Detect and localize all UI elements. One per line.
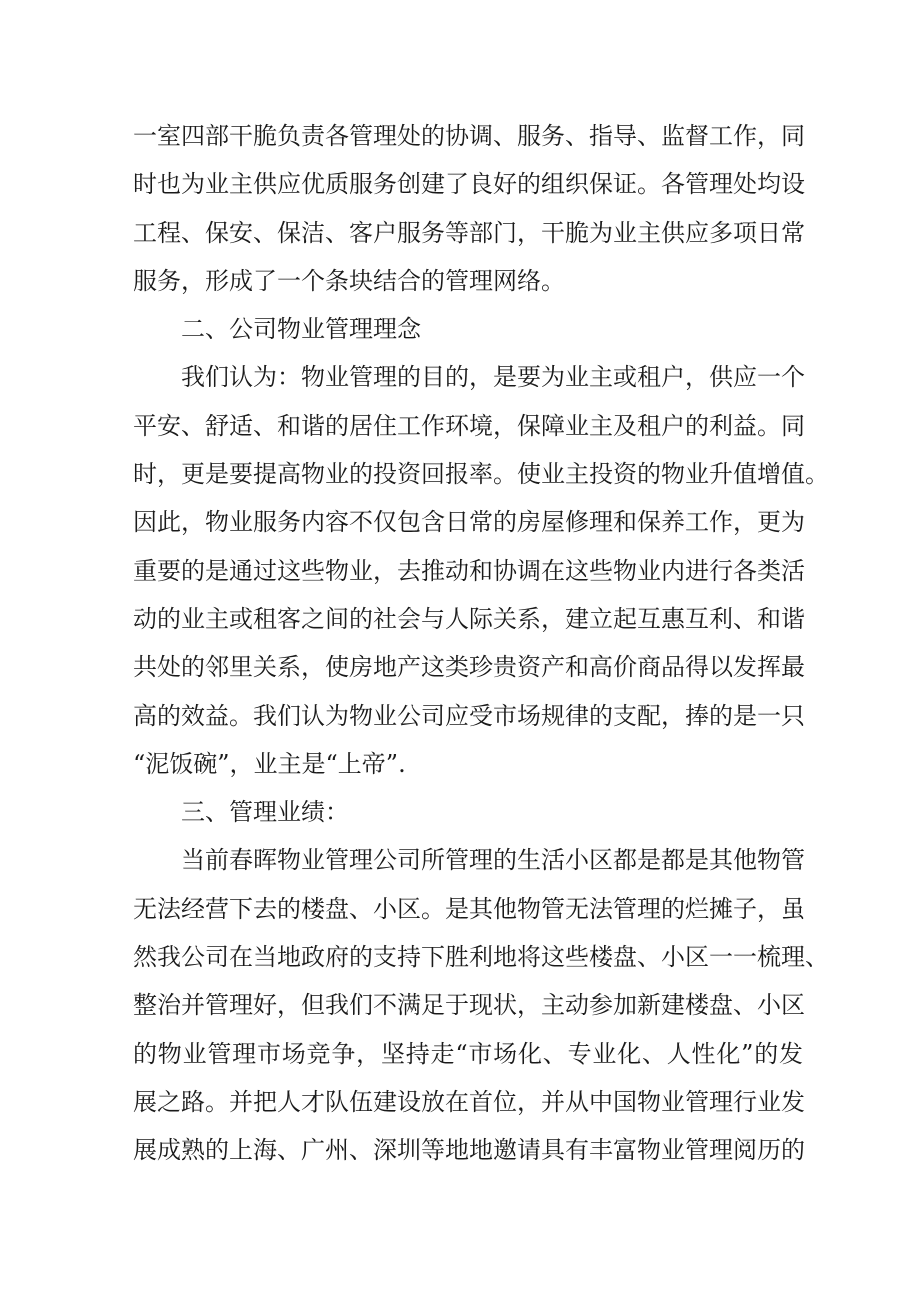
text-line: 时，更是要提高物业的投资回报率。使业主投资的物业升值增值。	[133, 460, 829, 489]
text-line: 一室四部干脆负责各管理处的协调、服务、指导、监督工作，同	[133, 122, 805, 150]
text-line: 服务，形成了一个条块结合的管理网络。	[133, 266, 565, 295]
text-line: 展成熟的上海、广州、深圳等地地邀请具有丰富物业管理阅历的	[133, 1136, 805, 1165]
text-line: 展之路。并把人才队伍建设放在首位，并从中国物业管理行业发	[133, 1087, 805, 1116]
text-line: 然我公司在当地政府的支持下胜利地将这些楼盘、小区一一梳理、	[133, 943, 829, 972]
text-line: 整治并管理好，但我们不满足于现状，主动参加新建楼盘、小区	[133, 991, 805, 1020]
text-line: 动的业主或租客之间的社会与人际关系，建立起互惠互利、和谐	[133, 604, 805, 633]
text-line: 平安、舒适、和谐的居住工作环境，保障业主及租户的利益。同	[133, 411, 805, 440]
text-line: 共处的邻里关系，使房地产这类珍贵资产和高价商品得以发挥最	[133, 653, 805, 682]
text-line: “泥饭碗”，业主是“上帝”.	[133, 749, 406, 778]
text-line: 高的效益。我们认为物业公司应受市场规律的支配，捧的是一只	[133, 701, 805, 730]
body-text	[133, 112, 829, 1175]
text-line: 三、管理业绩：	[181, 798, 349, 827]
text-line: 工程、保安、保洁、客户服务等部门，干脆为业主供应多项日常	[133, 218, 805, 247]
text-line: 无法经营下去的楼盘、小区。是其他物管无法管理的烂摊子，虽	[133, 894, 805, 923]
text-line: 的物业管理市场竞争，坚持走“市场化、专业化、人性化”的发	[133, 1039, 803, 1068]
text-line: 时也为业主供应优质服务创建了良好的组织保证。各管理处均设	[133, 170, 805, 199]
text-line: 当前春晖物业管理公司所管理的生活小区都是都是其他物管	[181, 846, 805, 875]
text-line: 我们认为：物业管理的目的，是要为业主或租户，供应一个	[181, 363, 805, 392]
text-line: 二、公司物业管理理念	[181, 315, 421, 344]
text-line: 重要的是通过这些物业，去推动和协调在这些物业内进行各类活	[133, 556, 805, 585]
text-line: 因此，物业服务内容不仅包含日常的房屋修理和保养工作，更为	[133, 508, 805, 537]
